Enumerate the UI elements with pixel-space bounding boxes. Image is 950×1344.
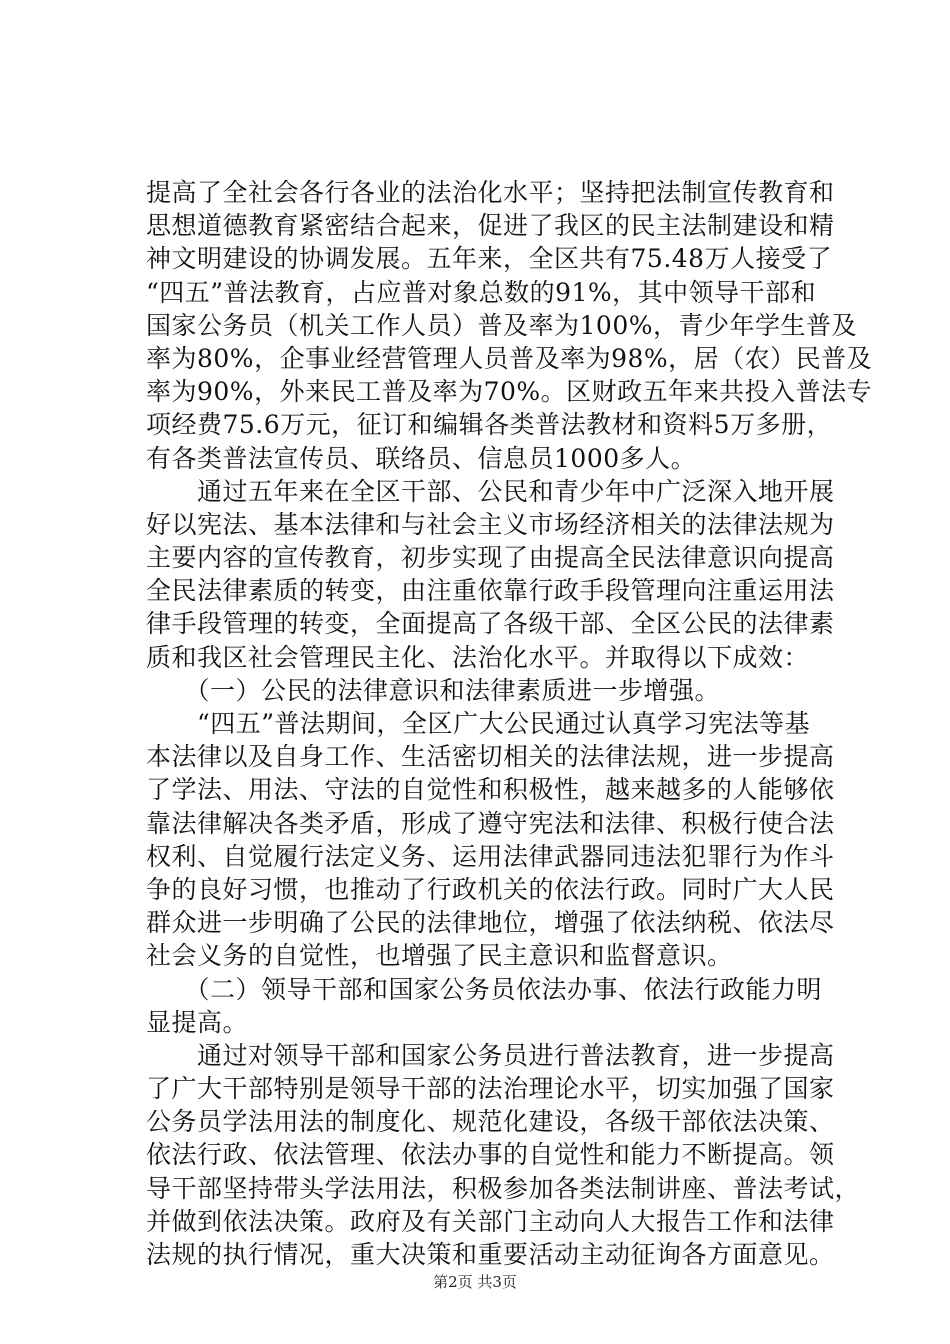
text-line: 导干部坚持带头学法用法，积极参加各类法制讲座、普法考试， [146,1173,861,1203]
text-line: 率为80%，企事业经营管理人员普及率为98%，居（农）民普及 [146,343,873,373]
text-line: 质和我区社会管理民主化、法治化水平。并取得以下成效： [146,642,810,672]
text-line: 好以宪法、基本法律和与社会主义市场经济相关的法律法规为 [146,509,835,539]
text-line: 通过五年来在全区干部、公民和青少年中广泛深入地开展 [146,476,835,506]
text-line: 本法律以及自身工作、生活密切相关的法律法规，进一步提高 [146,742,835,772]
text-line: 通过对领导干部和国家公务员进行普法教育，进一步提高 [146,1040,835,1070]
text-line: 率为90%，外来民工普及率为70%。区财政五年来共投入普法专 [146,377,873,407]
text-line: 法规的执行情况，重大决策和重要活动主动征询各方面意见。 [146,1240,835,1269]
text-line: 公务员学法用法的制度化、规范化建设，各级干部依法决策、 [146,1107,835,1137]
text-line: 并做到依法决策。政府及有关部门主动向人大报告工作和法律 [146,1206,835,1236]
text-line: 项经费75.6万元，征订和编辑各类普法教材和资料5万多册， [146,410,833,440]
text-line: 群众进一步明确了公民的法律地位，增强了依法纳税、依法尽 [146,908,835,938]
page-number: 第2页 共3页 [433,1273,517,1291]
text-line: 争的良好习惯，也推动了行政机关的依法行政。同时广大人民 [146,874,835,904]
text-line: “四五”普法期间，全区广大公民通过认真学习宪法等基 [146,709,811,738]
text-line: 神文明建设的协调发展。五年来，全区共有75.48万人接受了 [146,244,833,274]
text-line: 全民法律素质的转变，由注重依靠行政手段管理向注重运用法 [146,576,835,606]
text-line: “四五”普法教育，占应普对象总数的91%，其中领导干部和 [146,277,817,307]
text-line: 社会义务的自觉性，也增强了民主意识和监督意识。 [146,941,733,971]
text-line: 了学法、用法、守法的自觉性和积极性，越来越多的人能够依 [146,775,835,805]
text-line: 国家公务员（机关工作人员）普及率为100%，青少年学生普及 [146,310,857,340]
body-text [146,176,873,1271]
text-line: 有各类普法宣传员、联络员、信息员1000多人。 [146,443,697,473]
text-line: 律手段管理的转变，全面提高了各级干部、全区公民的法律素 [146,609,835,639]
text-line: 主要内容的宣传教育，初步实现了由提高全民法律意识向提高 [146,543,835,573]
text-line: 靠法律解决各类矛盾，形成了遵守宪法和法律、积极行使合法 [146,808,835,838]
text-line: 思想道德教育紧密结合起来，促进了我区的民主法制建设和精 [146,211,835,241]
text-line: 依法行政、依法管理、依法办事的自觉性和能力不断提高。领 [146,1140,835,1170]
section-heading: （一）公民的法律意识和法律素质进一步增强。 [146,675,721,705]
section-heading: （二）领导干部和国家公务员依法办事、依法行政能力明 [146,974,823,1004]
text-line: 了广大干部特别是领导干部的法治理论水平，切实加强了国家 [146,1074,835,1104]
text-line: 权利、自觉履行法定义务、运用法律武器同违法犯罪行为作斗 [146,841,835,871]
section-heading: 显提高。 [146,1007,249,1037]
text-line: 提高了全社会各行各业的法治化水平；坚持把法制宣传教育和 [146,178,835,207]
